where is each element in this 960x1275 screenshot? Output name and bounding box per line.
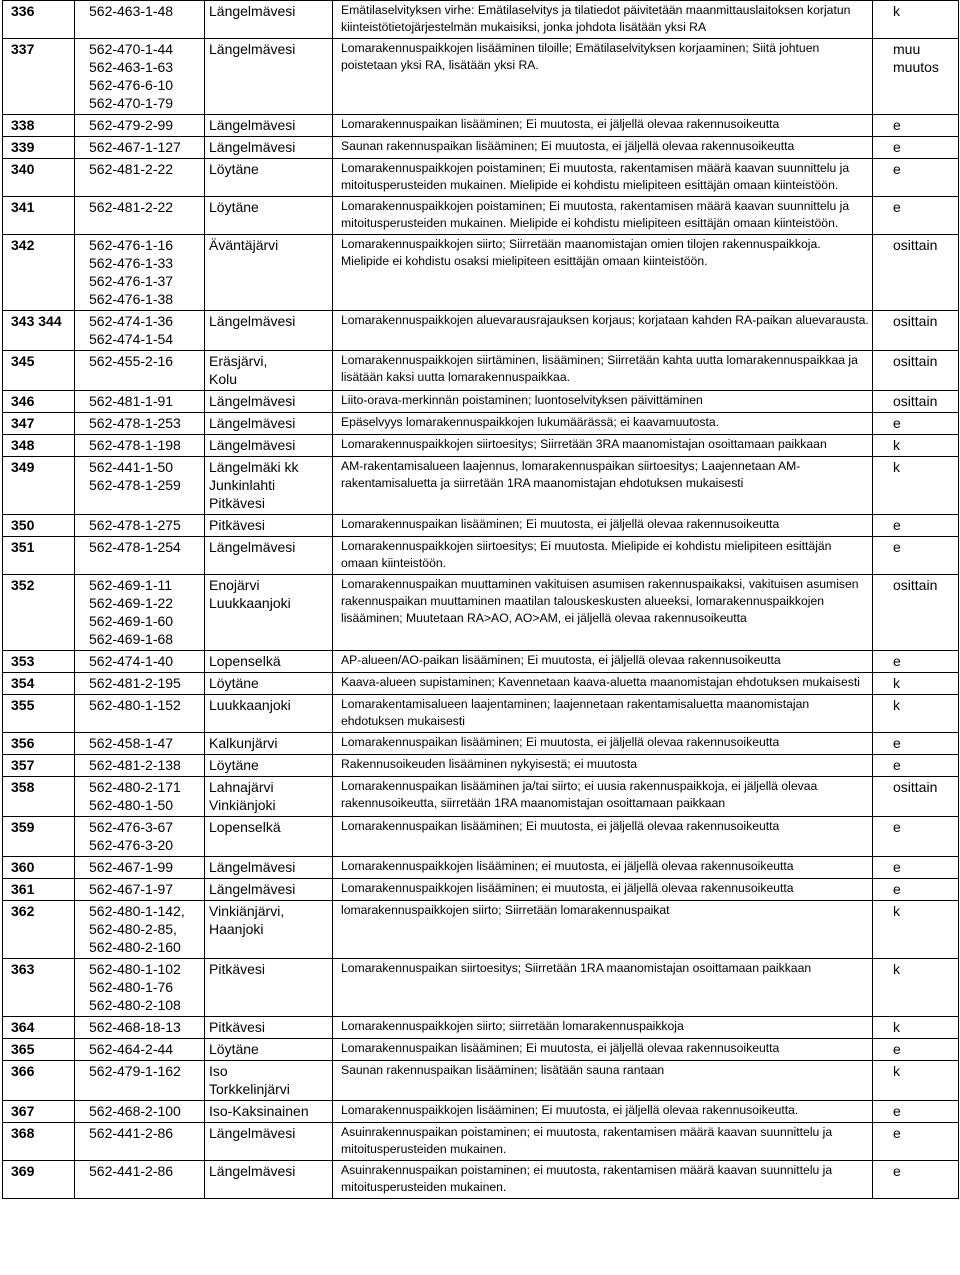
property-ids: [75, 1123, 205, 1161]
table-row: [3, 39, 959, 115]
row-number: 359: [3, 817, 75, 857]
property-ids: [75, 159, 205, 197]
row-number: 365: [3, 1039, 75, 1061]
feedback-table-body: [3, 1, 959, 1199]
table-row: [3, 879, 959, 901]
decision-code: e: [873, 413, 959, 435]
feedback-description: Epäselvyys lomarakennuspaikkojen lukumäärässä; ei kaavamuutosta.: [333, 413, 873, 435]
row-number: 360: [3, 857, 75, 879]
table-row: [3, 457, 959, 515]
village-name: Löytäne: [209, 199, 259, 215]
table-row: [3, 817, 959, 857]
village-name: Pitkävesi: [209, 961, 266, 977]
decision-code: osittain: [873, 391, 959, 413]
property-ids: [75, 115, 205, 137]
village-names: [205, 1039, 333, 1061]
village-names: [205, 435, 333, 457]
village-names: [205, 1161, 333, 1199]
property-id: 562-478-1-259: [89, 477, 181, 493]
property-id: 562-441-1-50: [89, 459, 174, 475]
village-names: [205, 39, 333, 115]
property-ids: [75, 651, 205, 673]
decision-code: e: [873, 817, 959, 857]
property-ids: [75, 537, 205, 575]
decision-code: e: [873, 1039, 959, 1061]
property-id: 562-474-1-40: [89, 653, 174, 669]
table-row: [3, 235, 959, 311]
property-id: 562-470-1-44: [89, 41, 174, 57]
decision-code: osittain: [873, 311, 959, 351]
village-name: Längelmävesi: [209, 859, 296, 875]
feedback-description: Liito-orava-merkinnän poistaminen; luontoselvityksen päivittäminen: [333, 391, 873, 413]
village-names: [205, 1061, 333, 1101]
feedback-description: Saunan rakennuspaikan lisääminen; lisätään sauna rantaan: [333, 1061, 873, 1101]
village-names: [205, 901, 333, 959]
feedback-table: [2, 0, 959, 1199]
row-number: 354: [3, 673, 75, 695]
decision-code: e: [873, 733, 959, 755]
row-number: 363: [3, 959, 75, 1017]
village-names: [205, 575, 333, 651]
village-names: [205, 673, 333, 695]
decision-code: e: [873, 159, 959, 197]
feedback-description: Asuinrakennuspaikan poistaminen; ei muutosta, rakentamisen määrä kaavan suunnittelu ja mitoitusperusteiden mukainen.: [333, 1161, 873, 1199]
property-id: 562-455-2-16: [89, 353, 174, 369]
village-names: [205, 959, 333, 1017]
feedback-description: Kaava-alueen supistaminen; Kavennetaan kaava-aluetta maanomistajan ehdotuksen mukaisesti: [333, 673, 873, 695]
feedback-description: Lomarakennuspaikkojen lisääminen; ei muutosta, ei jäljellä olevaa rakennusoikeutta: [333, 857, 873, 879]
decision-code: e: [873, 1101, 959, 1123]
village-names: [205, 1017, 333, 1039]
property-id: 562-479-2-99: [89, 117, 174, 133]
village-name: Iso-Kaksinainen: [209, 1103, 309, 1119]
feedback-description: Lomarakennuspaikan siirtoesitys; Siirretään 1RA maanomistajan osoittamaan paikkaan: [333, 959, 873, 1017]
table-row: [3, 959, 959, 1017]
feedback-description: Asuinrakennuspaikan poistaminen; ei muutosta, rakentamisen määrä kaavan suunnittelu ja mitoitusperusteiden mukainen.: [333, 1123, 873, 1161]
property-ids: [75, 1039, 205, 1061]
feedback-description: Rakennusoikeuden lisääminen nykyisestä; ei muutosta: [333, 755, 873, 777]
property-ids: [75, 197, 205, 235]
village-name: Pitkävesi: [209, 1019, 266, 1035]
property-ids: [75, 1061, 205, 1101]
feedback-description: AP-alueen/AO-paikan lisääminen; Ei muutosta, ei jäljellä olevaa rakennusoikeutta: [333, 651, 873, 673]
feedback-description: Saunan rakennuspaikan lisääminen; Ei muutosta, ei jäljellä olevaa rakennusoikeutta: [333, 137, 873, 159]
village-names: [205, 197, 333, 235]
property-id: 562-476-1-38: [89, 291, 174, 307]
property-ids: [75, 673, 205, 695]
property-ids: [75, 857, 205, 879]
property-id: 562-474-1-54: [89, 331, 174, 347]
property-id: 562-478-1-253: [89, 415, 181, 431]
feedback-description: Lomarakennuspaikan lisääminen; Ei muutosta, ei jäljellä olevaa rakennusoikeutta: [333, 115, 873, 137]
row-number: 358: [3, 777, 75, 817]
property-ids: [75, 695, 205, 733]
village-name: Längelmävesi: [209, 415, 296, 431]
row-number: 353: [3, 651, 75, 673]
row-number: 350: [3, 515, 75, 537]
feedback-description: Lomarakennuspaikkojen lisääminen tiloille; Emätilaselvityksen korjaaminen; Siitä johtuen poistetaan yksi RA, lisätään yksi RA.: [333, 39, 873, 115]
decision-code: osittain: [873, 777, 959, 817]
property-id: 562-470-1-79: [89, 95, 174, 111]
village-name: Pitkävesi: [209, 495, 266, 511]
feedback-description: Lomarakennuspaikkojen siirtoesitys; Siirretään 3RA maanomistajan osoittamaan paikkaan: [333, 435, 873, 457]
village-name: Längelmävesi: [209, 41, 296, 57]
table-row: [3, 137, 959, 159]
decision-code: e: [873, 137, 959, 159]
property-id: 562-478-1-254: [89, 539, 181, 555]
row-number: 366: [3, 1061, 75, 1101]
property-id: 562-480-1-152: [89, 697, 181, 713]
village-names: [205, 413, 333, 435]
feedback-description: Lomarakennuspaikkojen lisääminen; Ei muutosta, ei jäljellä olevaa rakennusoikeutta.: [333, 1101, 873, 1123]
decision-code: osittain: [873, 235, 959, 311]
table-row: [3, 515, 959, 537]
village-name: Vinkiänjoki: [209, 797, 276, 813]
feedback-description: Lomarakennuspaikkojen siirtoesitys; Ei muutosta. Mielipide ei kohdistu mielipiteen esittäjän omaan kiinteistöön.: [333, 537, 873, 575]
village-name: Äväntäjärvi: [209, 237, 279, 253]
property-id: 562-478-1-198: [89, 437, 181, 453]
property-id: 562-467-1-127: [89, 139, 181, 155]
row-number: 338: [3, 115, 75, 137]
table-row: [3, 435, 959, 457]
property-id: 562-463-1-48: [89, 3, 174, 19]
table-row: [3, 901, 959, 959]
village-name: Längelmäki kk: [209, 459, 299, 475]
feedback-description: Lomarakennuspaikan lisääminen; Ei muutosta, ei jäljellä olevaa rakennusoikeutta: [333, 733, 873, 755]
decision-code: k: [873, 1017, 959, 1039]
village-names: [205, 537, 333, 575]
property-id: 562-468-18-13: [89, 1019, 181, 1035]
row-number: 346: [3, 391, 75, 413]
feedback-description: Lomarakennuspaikkojen siirto; siirretään lomarakennuspaikkoja: [333, 1017, 873, 1039]
decision-code: e: [873, 1161, 959, 1199]
village-name: Längelmävesi: [209, 1125, 296, 1141]
village-names: [205, 115, 333, 137]
table-row: [3, 311, 959, 351]
village-names: [205, 515, 333, 537]
decision-code: k: [873, 1061, 959, 1101]
village-name: Längelmävesi: [209, 881, 296, 897]
table-row: [3, 1017, 959, 1039]
property-ids: [75, 413, 205, 435]
feedback-description: Lomarakennuspaikan muuttaminen vakituisen asumisen rakennuspaikaksi, vakituisen asumisen rakennuspaikan muuttaminen maatilan talouskeskusten alueeksi, lomarakennuspaikkojen lisääminen; Muutetaan RA>AO, AO>AM, ei jäljellä olevaa rakennusoikeutta: [333, 575, 873, 651]
row-number: 369: [3, 1161, 75, 1199]
village-name: Lopenselkä: [209, 653, 281, 669]
property-ids: [75, 435, 205, 457]
table-row: [3, 1101, 959, 1123]
decision-code: k: [873, 901, 959, 959]
table-row: [3, 197, 959, 235]
feedback-description: Lomarakennuspaikkojen siirtäminen, lisääminen; Siirretään kahta uutta lomarakennuspaikkaa ja lisätään kaksi uutta lomarakennuspaikkaa.: [333, 351, 873, 391]
village-names: [205, 857, 333, 879]
feedback-description: Lomarakennuspaikan lisääminen; Ei muutosta, ei jäljellä olevaa rakennusoikeutta: [333, 515, 873, 537]
table-row: [3, 537, 959, 575]
table-row: [3, 1123, 959, 1161]
table-row: [3, 575, 959, 651]
feedback-description: Lomarakennuspaikkojen poistaminen; Ei muutosta, rakentamisen määrä kaavan suunnittelu ja mitoitusperusteiden mukainen. Mielipide ei kohdistu mielipiteen esittäjän omaan kiinteistöön.: [333, 197, 873, 235]
decision-code: e: [873, 879, 959, 901]
village-names: [205, 817, 333, 857]
feedback-description: AM-rakentamisalueen laajennus, lomarakennuspaikan siirtoesitys; Laajennetaan AM-rakentamisaluetta ja siirretään 1RA maanomistajan ehdotuksen mukaisesti: [333, 457, 873, 515]
feedback-description: Lomarakennuspaikan lisääminen ja/tai siirto; ei uusia rakennuspaikkoja, ei jäljellä olevaa rakennusoikeutta, siirretään 1RA maanomistajan osoittamaan paikkaan: [333, 777, 873, 817]
village-name: Enojärvi: [209, 577, 260, 593]
village-names: [205, 1, 333, 39]
row-number: 348: [3, 435, 75, 457]
decision-code: e: [873, 115, 959, 137]
row-number: 343 344: [3, 311, 75, 351]
decision-code: k: [873, 673, 959, 695]
village-names: [205, 137, 333, 159]
table-row: [3, 115, 959, 137]
village-name: Löytäne: [209, 161, 259, 177]
property-id: 562-476-1-16: [89, 237, 174, 253]
decision-code: osittain: [873, 575, 959, 651]
property-id: 562-479-1-162: [89, 1063, 181, 1079]
village-name: Längelmävesi: [209, 3, 296, 19]
property-id: 562-478-1-275: [89, 517, 181, 533]
property-id: 562-480-1-102: [89, 961, 181, 977]
row-number: 349: [3, 457, 75, 515]
table-row: [3, 857, 959, 879]
row-number: 339: [3, 137, 75, 159]
village-name: Luukkaanjoki: [209, 697, 291, 713]
property-id: 562-480-2-108: [89, 997, 181, 1013]
property-ids: [75, 1, 205, 39]
village-name: Längelmävesi: [209, 139, 296, 155]
village-name: Vinkiänjärvi,: [209, 903, 285, 919]
decision-code: k: [873, 959, 959, 1017]
property-ids: [75, 901, 205, 959]
property-id: 562-467-1-97: [89, 881, 174, 897]
feedback-description: Lomarakennuspaikkojen aluevarausrajauksen korjaus; korjataan kahden RA-paikan aluevarausta.: [333, 311, 873, 351]
feedback-description: Emätilaselvityksen virhe: Emätilaselvitys ja tilatiedot päivitetään maanmittauslaitoksen korjatun kiinteistötietojärjestelmän mukaisiksi, jonka johdota lisätään yksi RA: [333, 1, 873, 39]
village-name: Längelmävesi: [209, 437, 296, 453]
village-names: [205, 651, 333, 673]
property-ids: [75, 879, 205, 901]
property-id: 562-467-1-99: [89, 859, 174, 875]
row-number: 356: [3, 733, 75, 755]
table-row: [3, 1061, 959, 1101]
property-id: 562-476-3-20: [89, 837, 174, 853]
decision-code: e: [873, 755, 959, 777]
property-ids: [75, 391, 205, 413]
table-row: [3, 159, 959, 197]
row-number: 341: [3, 197, 75, 235]
village-name: Längelmävesi: [209, 117, 296, 133]
decision-code: k: [873, 435, 959, 457]
decision-code: muu muutos: [873, 39, 959, 115]
decision-code: k: [873, 1, 959, 39]
property-id: 562-458-1-47: [89, 735, 174, 751]
village-name: Iso: [209, 1063, 228, 1079]
row-number: 367: [3, 1101, 75, 1123]
row-number: 357: [3, 755, 75, 777]
property-id: 562-476-3-67: [89, 819, 174, 835]
village-name: Längelmävesi: [209, 1163, 296, 1179]
property-id: 562-476-1-37: [89, 273, 174, 289]
row-number: 342: [3, 235, 75, 311]
property-ids: [75, 1161, 205, 1199]
village-names: [205, 235, 333, 311]
village-names: [205, 733, 333, 755]
property-id: 562-474-1-36: [89, 313, 174, 329]
feedback-description: Lomarakennuspaikkojen siirto; Siirretään maanomistajan omien tilojen rakennuspaikkoja. Mielipide ei kohdistu osaksi mielipiteen esittäjän omaan kiinteistöön.: [333, 235, 873, 311]
decision-code: e: [873, 857, 959, 879]
property-id: 562-481-2-195: [89, 675, 181, 691]
table-row: [3, 413, 959, 435]
village-name: Luukkaanjoki: [209, 595, 291, 611]
property-id: 562-469-1-11: [89, 577, 173, 593]
table-row: [3, 351, 959, 391]
decision-code: e: [873, 515, 959, 537]
property-ids: [75, 311, 205, 351]
village-name: Junkinlahti: [209, 477, 276, 493]
feedback-description: lomarakennuspaikkojen siirto; Siirretään lomarakennuspaikat: [333, 901, 873, 959]
property-id: 562-469-1-22: [89, 595, 174, 611]
decision-code: e: [873, 1123, 959, 1161]
row-number: 337: [3, 39, 75, 115]
property-ids: [75, 817, 205, 857]
feedback-description: Lomarakennuspaikkojen lisääminen; ei muutosta, ei jäljellä olevaa rakennusoikeutta: [333, 879, 873, 901]
property-id: 562-480-2-171: [89, 779, 181, 795]
decision-code: e: [873, 197, 959, 235]
row-number: 345: [3, 351, 75, 391]
table-row: [3, 777, 959, 817]
village-name: Löytäne: [209, 757, 259, 773]
property-id: 562-480-1-142,: [89, 903, 185, 919]
village-names: [205, 159, 333, 197]
village-name: Lopenselkä: [209, 819, 281, 835]
feedback-description: Lomarakentamisalueen laajentaminen; laajennetaan rakentamisaluetta maanomistajan ehdotuksen mukaisesti: [333, 695, 873, 733]
village-name: Löytäne: [209, 675, 259, 691]
property-id: 562-481-1-91: [89, 393, 174, 409]
village-names: [205, 755, 333, 777]
village-name: Längelmävesi: [209, 313, 296, 329]
property-id: 562-480-2-160: [89, 939, 181, 955]
village-name: Eräsjärvi,: [209, 353, 268, 369]
property-id: 562-476-6-10: [89, 77, 174, 93]
property-id: 562-480-2-85,: [89, 921, 177, 937]
row-number: 351: [3, 537, 75, 575]
village-name: Längelmävesi: [209, 393, 296, 409]
property-id: 562-481-2-138: [89, 757, 181, 773]
feedback-description: Lomarakennuspaikkojen poistaminen; Ei muutosta, rakentamisen määrä kaavan suunnittelu ja mitoitusperusteiden mukainen. Mielipide ei kohdistu mielipiteen esittäjän omaan kiinteistöön.: [333, 159, 873, 197]
property-ids: [75, 575, 205, 651]
row-number: 364: [3, 1017, 75, 1039]
village-name: Kalkunjärvi: [209, 735, 278, 751]
decision-code: e: [873, 537, 959, 575]
village-name: Löytäne: [209, 1041, 259, 1057]
property-id: 562-441-2-86: [89, 1125, 174, 1141]
property-ids: [75, 755, 205, 777]
property-id: 562-468-2-100: [89, 1103, 181, 1119]
property-ids: [75, 457, 205, 515]
row-number: 340: [3, 159, 75, 197]
table-row: [3, 1039, 959, 1061]
property-ids: [75, 777, 205, 817]
village-names: [205, 351, 333, 391]
decision-code: k: [873, 457, 959, 515]
property-ids: [75, 515, 205, 537]
decision-code: e: [873, 651, 959, 673]
row-number: 352: [3, 575, 75, 651]
property-id: 562-481-2-22: [89, 199, 174, 215]
village-name: Haanjoki: [209, 921, 264, 937]
property-ids: [75, 733, 205, 755]
village-name: Torkkelinjärvi: [209, 1081, 290, 1097]
row-number: 336: [3, 1, 75, 39]
property-id: 562-464-2-44: [89, 1041, 174, 1057]
table-row: [3, 755, 959, 777]
row-number: 362: [3, 901, 75, 959]
village-name: Längelmävesi: [209, 539, 296, 555]
village-names: [205, 311, 333, 351]
property-id: 562-469-1-68: [89, 631, 174, 647]
village-names: [205, 1101, 333, 1123]
village-names: [205, 695, 333, 733]
table-row: [3, 695, 959, 733]
property-ids: [75, 351, 205, 391]
property-id: 562-480-1-50: [89, 797, 174, 813]
village-names: [205, 879, 333, 901]
row-number: 355: [3, 695, 75, 733]
property-id: 562-469-1-60: [89, 613, 174, 629]
village-names: [205, 457, 333, 515]
property-ids: [75, 1101, 205, 1123]
property-id: 562-481-2-22: [89, 161, 174, 177]
property-ids: [75, 959, 205, 1017]
table-row: [3, 391, 959, 413]
village-name: Lahnajärvi: [209, 779, 274, 795]
table-row: [3, 651, 959, 673]
property-id: 562-463-1-63: [89, 59, 174, 75]
feedback-description: Lomarakennuspaikan lisääminen; Ei muutosta, ei jäljellä olevaa rakennusoikeutta: [333, 1039, 873, 1061]
village-name: Kolu: [209, 371, 238, 387]
village-names: [205, 391, 333, 413]
row-number: 368: [3, 1123, 75, 1161]
row-number: 347: [3, 413, 75, 435]
table-row: [3, 1161, 959, 1199]
village-names: [205, 1123, 333, 1161]
property-id: 562-476-1-33: [89, 255, 174, 271]
property-id: 562-441-2-86: [89, 1163, 174, 1179]
village-name: Pitkävesi: [209, 517, 266, 533]
table-row: [3, 673, 959, 695]
village-names: [205, 777, 333, 817]
property-ids: [75, 39, 205, 115]
property-ids: [75, 1017, 205, 1039]
property-ids: [75, 137, 205, 159]
decision-code: osittain: [873, 351, 959, 391]
table-row: [3, 1, 959, 39]
property-ids: [75, 235, 205, 311]
property-id: 562-480-1-76: [89, 979, 174, 995]
feedback-description: Lomarakennuspaikan lisääminen; Ei muutosta, ei jäljellä olevaa rakennusoikeutta: [333, 817, 873, 857]
row-number: 361: [3, 879, 75, 901]
decision-code: k: [873, 695, 959, 733]
table-row: [3, 733, 959, 755]
